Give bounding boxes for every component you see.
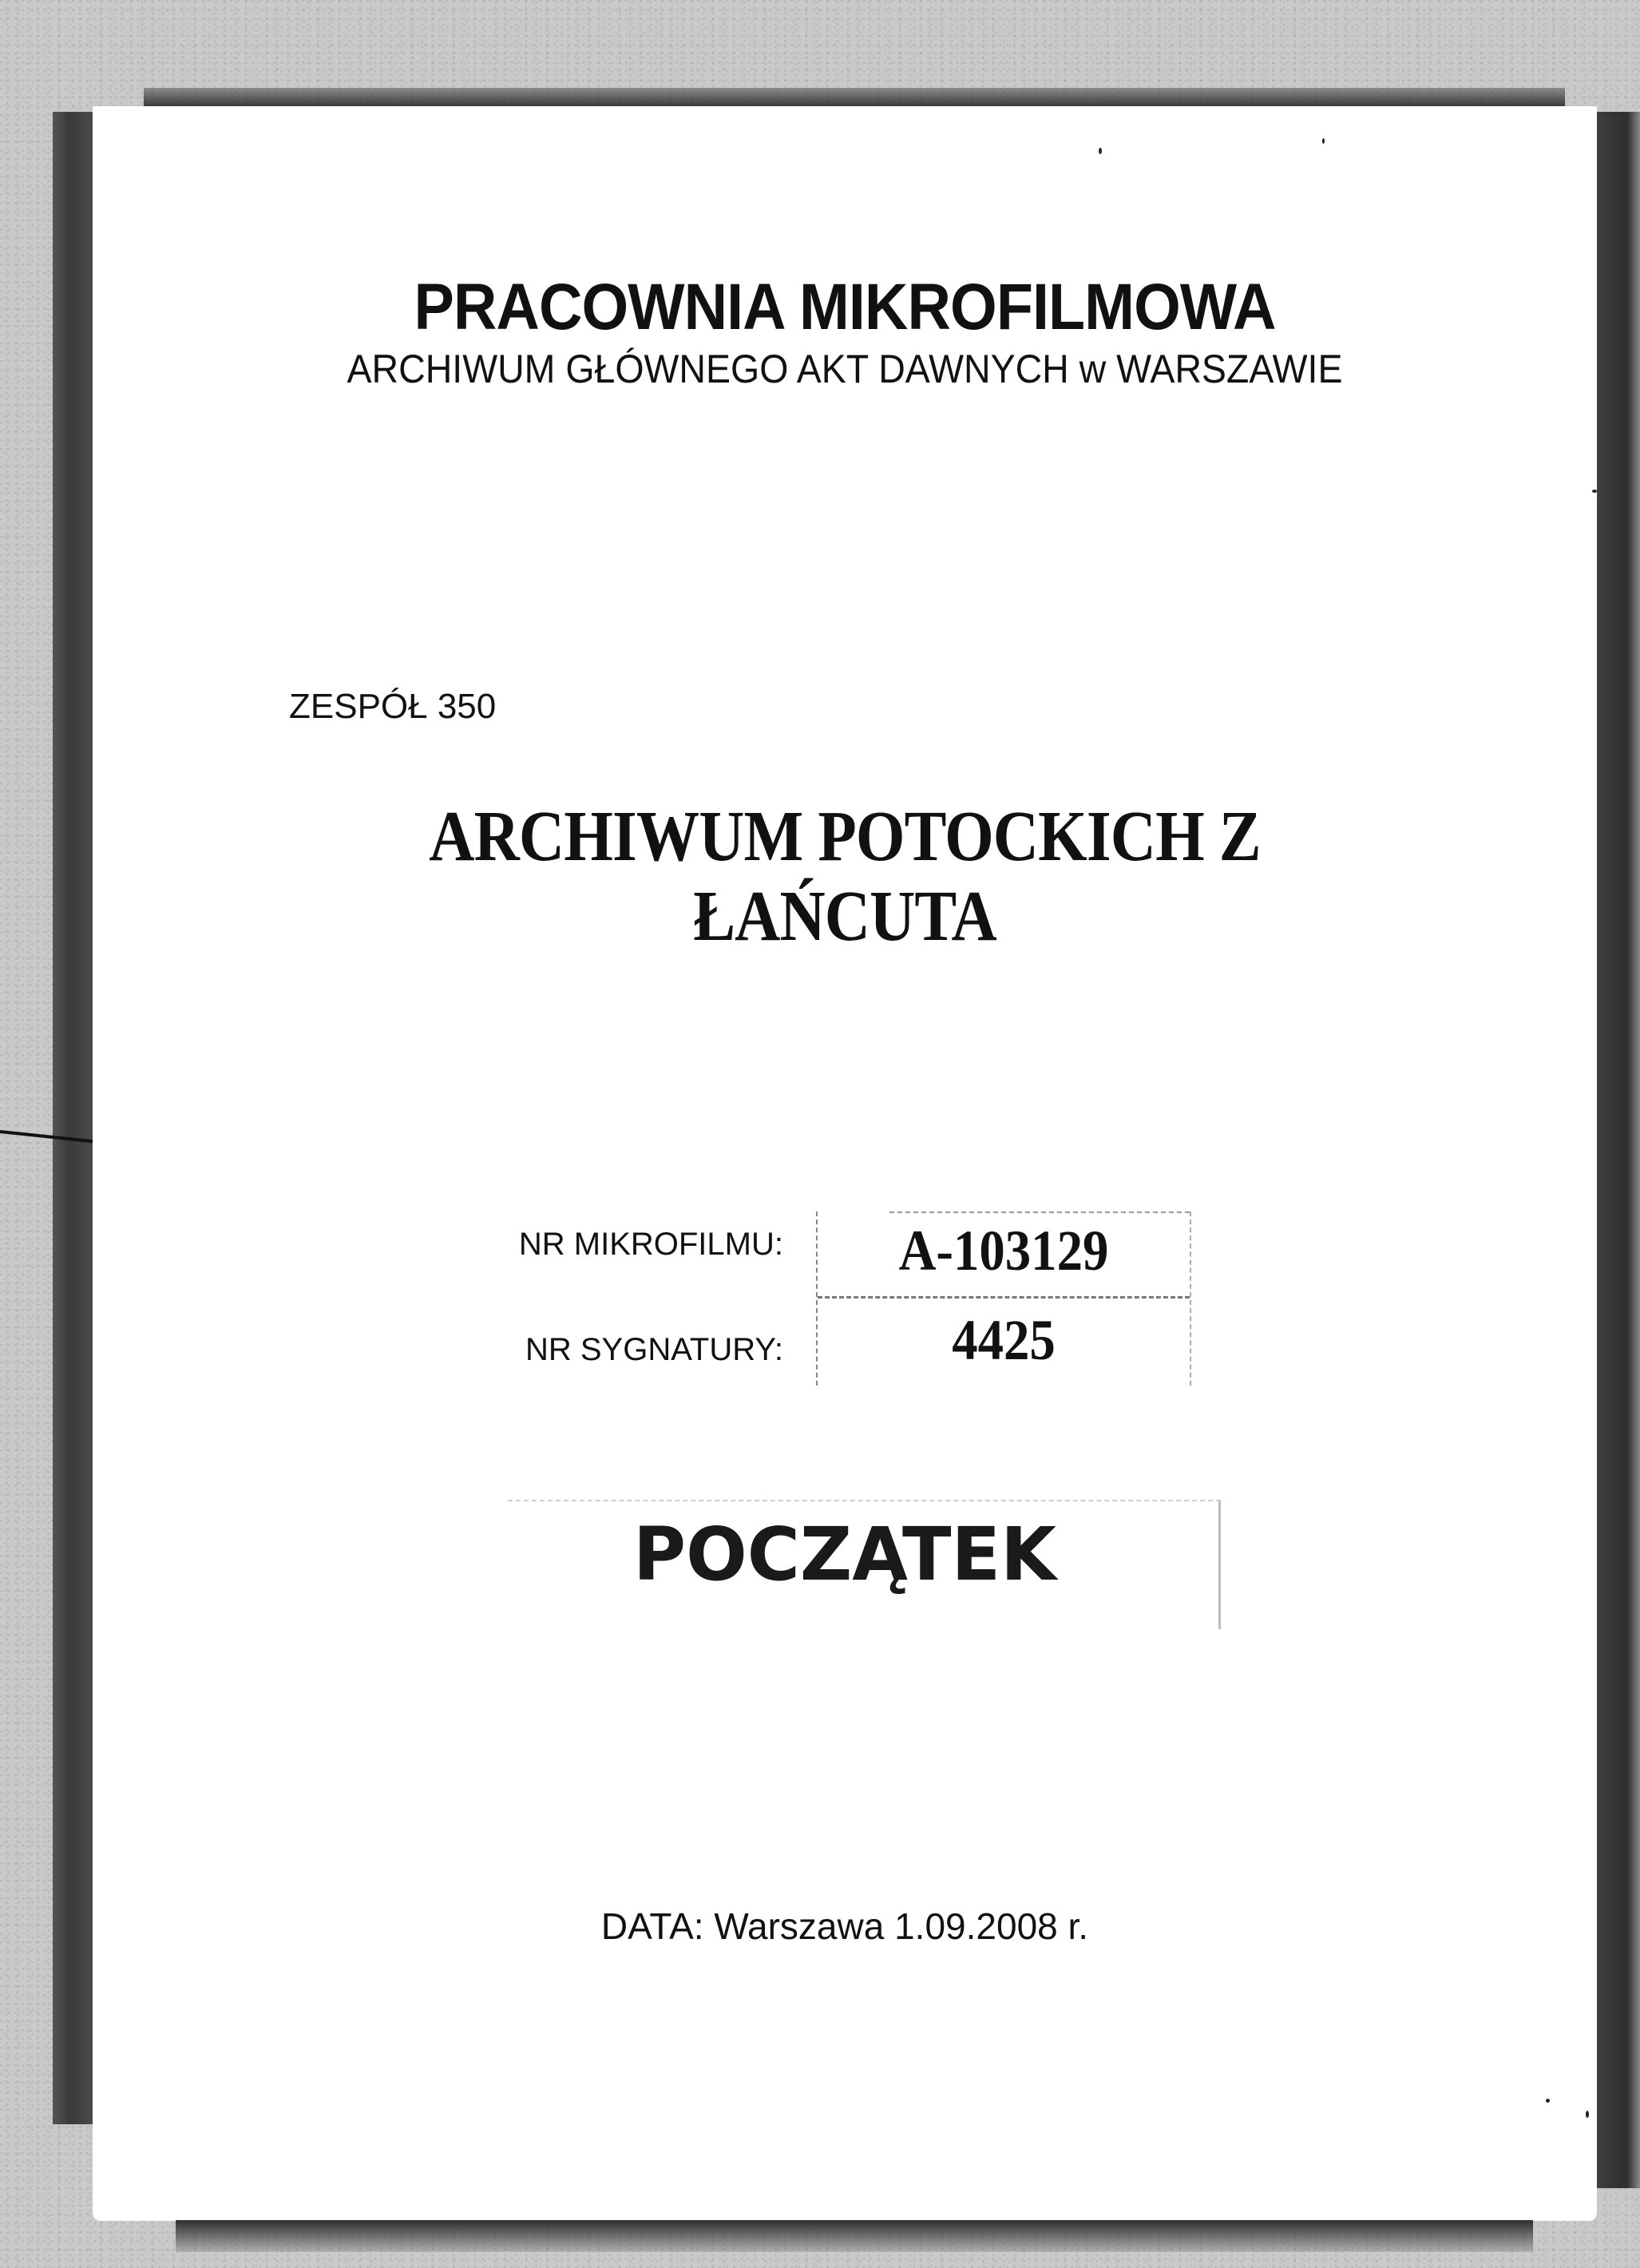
document-title: PRACOWNIA MIKROFILMOWA [414,271,1276,343]
signature-number-value: 4425 [952,1308,1056,1372]
microfilm-number-value: A-103129 [898,1219,1109,1283]
document-page [93,106,1597,2221]
scan-left-edge [53,112,93,2124]
scan-bottom-shadow [176,2220,1533,2252]
signature-number-label: NR SYGNATURY: [525,1332,783,1367]
fond-title-line-2: ŁAŃCUTA [693,877,996,956]
start-marker: POCZĄTEK [632,1512,1056,1597]
dust-speck [1586,2111,1589,2118]
dust-speck [1322,138,1325,144]
date-line: DATA: Warszawa 1.09.2008 r. [600,1905,1089,1947]
dust-speck [1099,148,1102,154]
scan-top-shadow [144,88,1565,107]
identifier-box [816,1211,1191,1386]
dust-speck [1592,490,1597,493]
dust-speck [1546,2099,1550,2103]
identifier-box-top-border [889,1211,1190,1213]
document-subtitle: ARCHIWUM GŁÓWNEGO AKT DAWNYCH w WARSZAWIE [347,347,1343,391]
microfilm-number-label: NR MIKROFILMU: [518,1227,783,1262]
fond-title-line-1: ARCHIWUM POTOCKICH Z [429,797,1261,876]
scan-right-edge [1597,112,1640,2188]
fond-number: ZESPÓŁ 350 [289,687,497,726]
identifier-box-divider [818,1296,1190,1299]
